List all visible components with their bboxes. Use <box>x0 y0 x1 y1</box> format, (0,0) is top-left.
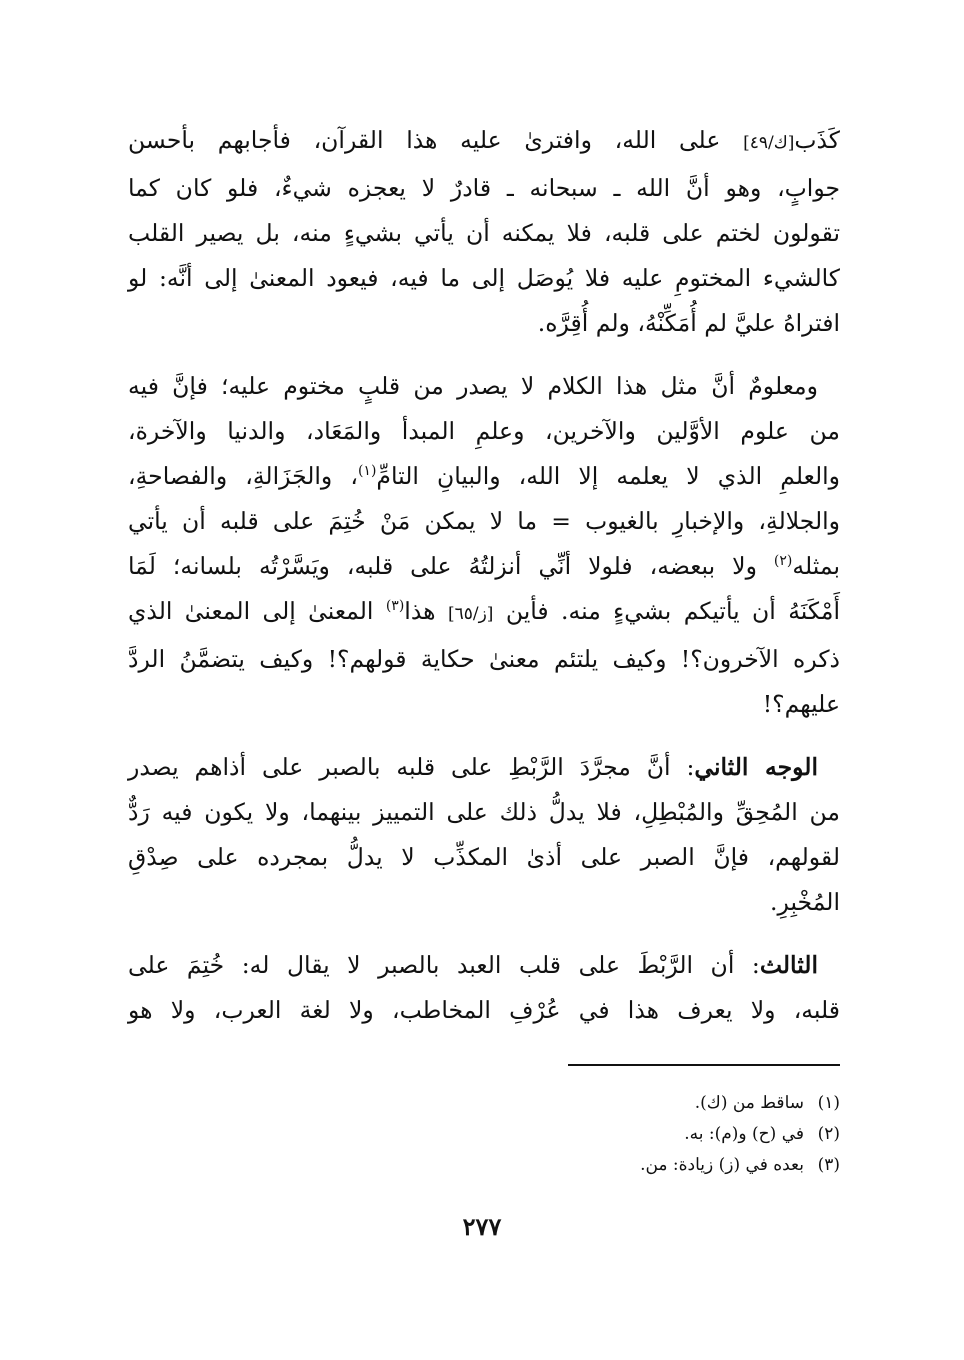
footnote <box>400 1150 840 1181</box>
text-line: افتراهُ عليَّ لم أُمَكِّنْهُ، ولم أُقِرَّه. <box>537 309 840 337</box>
main-text <box>128 118 840 1051</box>
text-line: ذكره الآخرون؟! وكيف يلتئم معنىٰ حكاية قولهم؟! وكيف يتضمَّنُ الردَّ <box>128 645 840 673</box>
text-line: عليهم؟! <box>762 690 840 718</box>
page-number: ٢٧٧ <box>462 1212 502 1241</box>
text-line: الوجه الثاني: أنَّ مجرَّدَ الرَّبْطِ على قلبه بالصبر على أذاهم يصدر <box>128 753 818 781</box>
text-line: ومعلومٌ أنَّ مثل هذا الكلام لا يصدر من قلبٍ مختوم عليه؛ فإنَّ فيه <box>128 372 818 400</box>
footnote-text: في (ح) و(م): به. <box>684 1124 804 1144</box>
text-line: والعلمِ الذي لا يعلمه إلا الله، والبيانِ التامِّ$^{(١)}$، والجَزَالةِ، والفصاحةِ، <box>128 462 840 490</box>
footnote-divider <box>568 1064 840 1066</box>
footnote-marker: (١) <box>357 463 377 480</box>
text-line: المُخْبِرِ. <box>770 888 840 916</box>
text-line: كالشيء المختومِ عليه فلا يُوصَل إلى ما فيه، فيعود المعنىٰ إلى أنَّه: لو <box>128 264 840 292</box>
text-line: الثالث: أن الرَّبْطَ على قلب العبد بالصبر لا يقال له: خُتِمَ على <box>128 951 818 979</box>
footnote-text: ساقط من (ك). <box>694 1093 804 1113</box>
manuscript-reference: [ز/٦٥] <box>447 604 494 624</box>
paragraph <box>128 364 840 727</box>
text-line: تقولون لختم على قلبه، فلا يمكنه أن يأتي بشيءٍ منه، بل يصير القلب <box>128 219 840 247</box>
footnote-number: (١) <box>817 1093 840 1113</box>
footnote-marker: (٣) <box>385 598 405 615</box>
text-line: من المُحِقِّ والمُبْطِلِ، فلا يدلُّ ذلك على التمييز بينهما، ولا يكون فيه رَدٌّ <box>128 798 840 826</box>
manuscript-reference: [ك/٤٩] <box>743 133 795 153</box>
text-line: والجلالةِ، والإخبارِ بالغيوب = ما لا يمكن مَنْ خُتِمَ على قلبه أن يأتي <box>128 507 840 535</box>
text-line: بمثله$^{(٢)}$ ولا ببعضه، فلولا أنِّي أنزلتُهُ على قلبه، ويَسَّرْتُه بلسانه؛ لَمَا <box>128 552 840 580</box>
footnote <box>400 1088 840 1119</box>
footnote-number: (٣) <box>817 1155 840 1175</box>
footnotes <box>400 1088 840 1181</box>
section-heading: الثالث <box>759 951 818 979</box>
paragraph <box>128 118 840 346</box>
text-line: من علوم الأوَّلين والآخرين، وعلمِ المبدأ والمَعَاد، والدنيا والآخرة، <box>128 417 840 445</box>
text-line: جوابٍ، وهو أنَّ الله ـ سبحانه ـ قادرٌ لا يعجزه شيءٌ، فلو كان كما <box>128 174 840 202</box>
section-heading: الوجه الثاني <box>694 753 818 781</box>
text-line: أَمْكَنَهُ أن يأتيكم بشيءٍ منه. فأين [ز/٦٥] هذا$^{(٣)}$ المعنىٰ إلى المعنىٰ الذي <box>128 597 840 625</box>
footnote <box>400 1119 840 1150</box>
paragraph <box>128 943 840 1033</box>
paragraph <box>128 745 840 925</box>
footnote-number: (٢) <box>817 1124 840 1144</box>
text-line: لقولهم، فإنَّ الصبر على أذىٰ المكذِّب لا يدلُّ بمجرده على صِدْقِ <box>128 843 840 871</box>
text-line: قلبه، ولا يعرف هذا في عُرْفِ المخاطب، ولا لغة العرب، ولا هو <box>128 996 840 1024</box>
footnote-marker: (٢) <box>773 553 793 570</box>
footnote-text: بعده في (ز) زيادة: من. <box>640 1155 804 1175</box>
text-line: كَذَب[ك/٤٩] على الله، وافترىٰ عليه هذا القرآن، فأجابهم بأحسن <box>128 126 840 154</box>
